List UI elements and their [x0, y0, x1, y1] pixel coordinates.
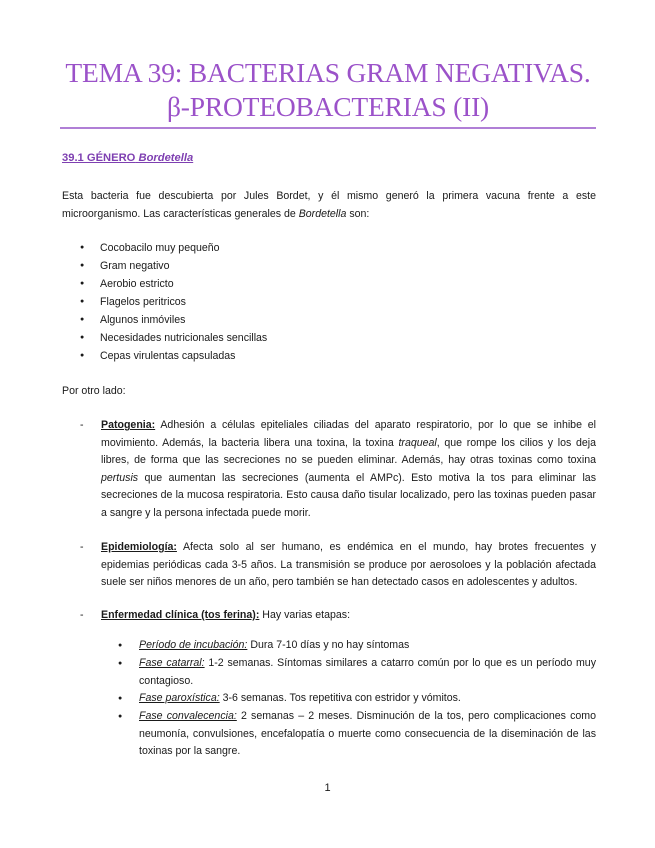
page-title [60, 56, 596, 124]
enfermedad-item: - Enfermedad clínica (tos ferina): Hay varias etapas: [80, 607, 596, 625]
enfermedad-label: Enfermedad clínica (tos ferina): [101, 609, 260, 621]
section-heading [62, 152, 193, 164]
patogenia-label: Patogenia: [101, 419, 156, 431]
title-line-1: TEMA 39: BACTERIAS GRAM NEGATIVAS. [65, 57, 591, 88]
toxin-traqueal: traqueal [398, 436, 437, 449]
bullet-dot-icon: ● [118, 642, 123, 649]
list-item: ● Gram negativo [80, 257, 267, 275]
bullet-dot-icon: ● [118, 695, 123, 702]
list-item: ● Necesidades nutricionales sencillas [80, 329, 267, 347]
dash-marker: - [80, 609, 84, 621]
stage-item: ● Período de incubación: Dura 7-10 días y no hay síntomas [118, 637, 596, 655]
title-divider [60, 127, 596, 129]
epidemiologia-item: - Epidemiología: Afecta solo al ser humano, es endémica en el mundo, hay brotes frecuentes y epidemias periódicas cada 3-5 años. La transmisión se produce por aerosoloes y la población afectada suele ser niños menores de un año, pero también se han detectado casos en adolescentes y adultos. [80, 541, 596, 588]
page-number: 1 [324, 782, 331, 794]
other-side-text: Por otro lado: [62, 385, 126, 397]
patogenia-item: - Patogenia: Adhesión a células epiteliales ciliadas del aparato respiratorio, por lo que se inhibe el movimiento. Además, la bacteria libera una toxina, la toxina traqueal, que rompe los cilios y los deja libres, de forma que las secreciones no se pueden eliminar. Además, hay otras toxinas como toxina pertusis que aumentan las secreciones (aumenta el AMPc). Esto motiva la tos para eliminar las secreciones de la mucosa respiratoria. Esto causa daño tisular localizado, pero las toxinas pueden pasar a sangre y la persona infectada puede morir. [80, 419, 596, 519]
list-item: ● Cocobacilo muy pequeño [80, 239, 267, 257]
characteristics-list [80, 239, 267, 365]
list-item: ● Aerobio estricto [80, 275, 267, 293]
title-line-2: β-PROTEOBACTERIAS (II) [166, 91, 489, 122]
bullet-dot-icon: ● [118, 660, 123, 667]
stage-item: ● Fase convalecencia: 2 semanas – 2 meses. Disminución de la tos, pero complicaciones como neumonía, convulsiones, encefalopatía o muerte como consecuencia de la diseminación de las toxinas por la sangre. [118, 710, 596, 757]
intro-paragraph: Esta bacteria fue descubierta por Jules Bordet, y él mismo generó la primera vacuna frente a este microorganismo. Las características generales de Bordetella son: [62, 190, 596, 220]
dash-marker: - [80, 419, 84, 431]
stage-item: ● Fase paroxística: 3-6 semanas. Tos repetitiva con estridor y vómitos. [118, 690, 596, 708]
section-genus: Bordetella [138, 152, 194, 164]
list-item: ● Algunos inmóviles [80, 311, 267, 329]
bullet-dot-icon: ● [118, 713, 123, 720]
toxin-pertusis: pertusis [101, 471, 139, 484]
list-item: ● Cepas virulentas capsuladas [80, 347, 267, 365]
section-number: 39.1 GÉNERO [62, 152, 136, 164]
genus-italic: Bordetella [298, 208, 347, 220]
dash-marker: - [80, 541, 84, 553]
epidemiologia-label: Epidemiología: [101, 541, 177, 553]
stage-item: ● Fase catarral: 1-2 semanas. Síntomas similares a catarro común por lo que es un período muy contagioso. [118, 657, 596, 687]
list-item: ● Flagelos peritricos [80, 293, 267, 311]
